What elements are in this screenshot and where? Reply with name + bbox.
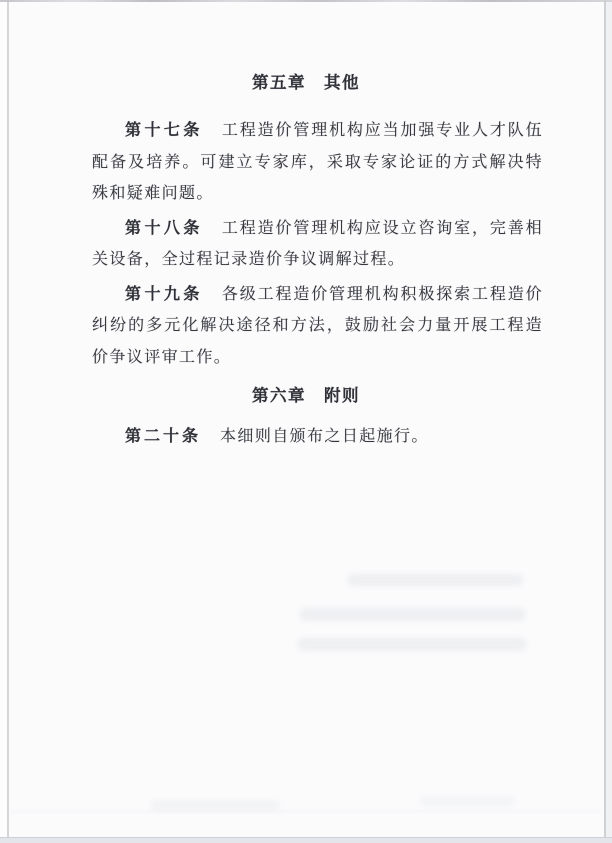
- bleedthrough-smudge: [10, 810, 600, 813]
- article-19-number: 第十九条: [125, 285, 203, 303]
- article-17: [92, 115, 543, 210]
- chapter-5-heading: 第五章 其他: [252, 73, 360, 92]
- article-18: [92, 213, 543, 276]
- bleedthrough-smudge: [348, 574, 523, 586]
- scan-edge-left-line: [7, 0, 9, 843]
- scan-edge-top-line: [0, 0, 612, 2]
- article-20: [92, 421, 543, 453]
- bleedthrough-smudge: [300, 608, 525, 621]
- scan-edge-right-strip: [606, 0, 612, 843]
- bleedthrough-smudge: [298, 638, 526, 651]
- chapter-6-heading: 第六章 附则: [252, 386, 360, 405]
- article-20-number: 第二十条: [125, 428, 202, 445]
- article-18-text: 工程造价管理机构应设立咨询室，完善相关设备，全过程记录造价争议调解过程。: [92, 219, 543, 268]
- article-20-text: 本细则自颁布之日起施行。: [220, 428, 429, 445]
- article-17-number: 第十七条: [125, 122, 203, 139]
- scan-edge-bottom-strip: [0, 837, 612, 843]
- article-19: [92, 279, 543, 374]
- bleedthrough-smudge: [150, 800, 280, 810]
- article-17-text: 工程造价管理机构应当加强专业人才队伍配备及培养。可建立专家库，采取专家论证的方式解决特殊和疑难问题。: [92, 122, 543, 202]
- article-19-text: 各级工程造价管理机构积极探索工程造价纠纷的多元化解决途径和方法，鼓励社会力量开展工程造价争议评审工作。: [92, 285, 543, 366]
- article-18-number: 第十八条: [125, 219, 203, 237]
- bleedthrough-smudge: [420, 796, 515, 806]
- scan-edge-left-strip: [0, 0, 7, 843]
- scan-edge-right-line: [604, 0, 606, 843]
